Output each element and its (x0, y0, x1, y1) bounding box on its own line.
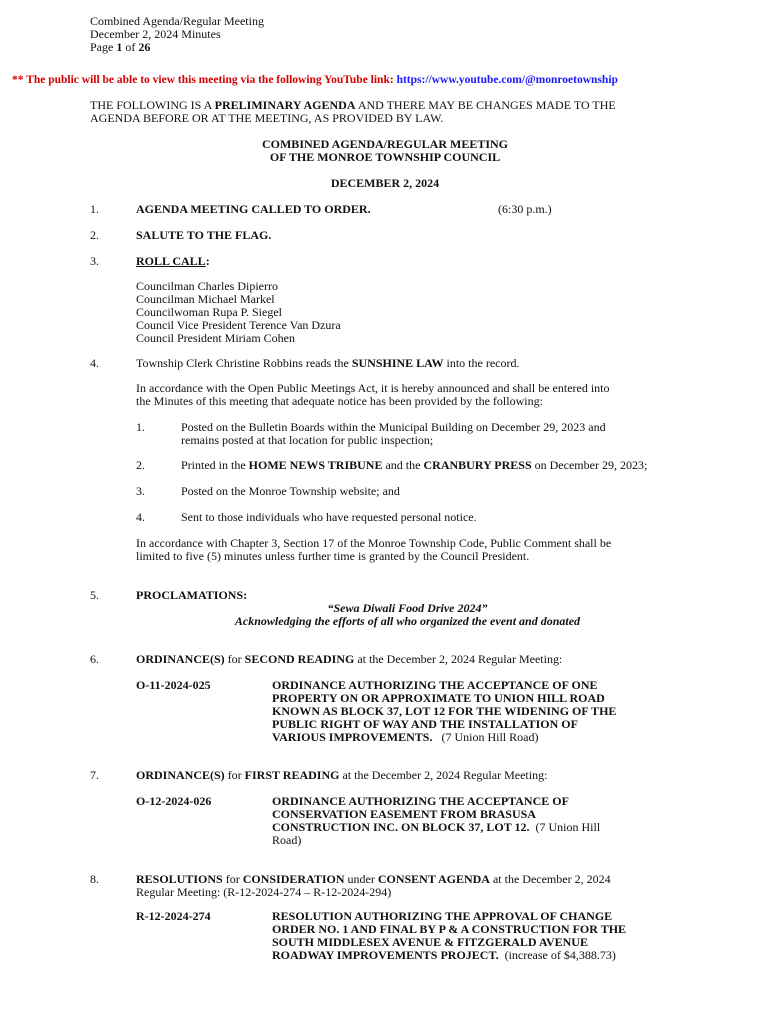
agenda-title-line1: COMBINED AGENDA/REGULAR MEETING (261, 137, 509, 151)
ordinance-code: O-11-2024-025 (136, 678, 211, 692)
header-date: December 2, 2024 Minutes (90, 27, 221, 41)
item-1-text: AGENDA MEETING CALLED TO ORDER. (136, 202, 371, 216)
item-8-text: RESOLUTIONS for CONSIDERATION under CONSENT AGENDA at the December 2, 2024 Regular Meeting: (R-12-2024-274 – R-12-2024-294) (136, 872, 611, 899)
preliminary-notice: THE FOLLOWING IS A PRELIMINARY AGENDA AND THERE MAY BE CHANGES MADE TO THE AGENDA BEFORE OR AT THE MEETING, AS PROVIDED BY LAW. (90, 98, 616, 125)
roll-call-member: Council Vice President Terence Van Dzura (136, 318, 341, 332)
agenda-date: DECEMBER 2, 2024 (330, 176, 440, 190)
roll-call-member: Council President Miriam Cohen (136, 331, 295, 345)
item-2-text: SALUTE TO THE FLAG. (136, 228, 272, 242)
header-title: Combined Agenda/Regular Meeting (90, 14, 264, 28)
ordinance-description: ORDINANCE AUTHORIZING THE ACCEPTANCE OF ONE PROPERTY ON OR APPROXIMATE TO UNION HILL ROAD KNOWN AS BLOCK 37, LOT 12 FOR THE WIDENING OF THE PUBLIC RIGHT OF WAY AND THE INSTALLATION OF VARIOUS IMPROVEMENTS. (7 Union Hill Road) (272, 678, 617, 744)
item-5-number: 5. (90, 588, 99, 602)
roll-call-member: Councilman Michael Markel (136, 292, 275, 306)
item-4-number: 4. (90, 356, 99, 370)
page-number: 1 (116, 40, 123, 54)
chapter-paragraph: In accordance with Chapter 3, Section 17 of the Monroe Township Code, Public Comment shall be limited to five (5) minutes unless further time is granted by the Council President. (136, 536, 612, 563)
page-total: 26 (138, 40, 151, 54)
page-indicator: Page 1 of 26 (90, 40, 151, 54)
item-3-number: 3. (90, 254, 99, 268)
proclamation-subtitle: Acknowledging the efforts of all who organized the event and donated (234, 614, 581, 628)
opma-paragraph: In accordance with the Open Public Meetings Act, it is hereby announced and shall be entered into the Minutes of this meeting that adequate notice has been provided by the following: (136, 381, 610, 408)
youtube-link[interactable]: https://www.youtube.com/@monroetownship (396, 74, 618, 86)
agenda-title-line2: OF THE MONROE TOWNSHIP COUNCIL (269, 150, 501, 164)
roll-call-member: Councilman Charles Dipierro (136, 279, 278, 293)
notice-3-text: Posted on the Monroe Township website; and (181, 484, 400, 498)
ordinance-description: ORDINANCE AUTHORIZING THE ACCEPTANCE OF CONSERVATION EASEMENT FROM BRASUSA CONSTRUCTION INC. ON BLOCK 37, LOT 12. (7 Union Hill Road) (272, 794, 601, 847)
item-8-number: 8. (90, 872, 99, 886)
notice-4-text: Sent to those individuals who have requested personal notice. (181, 510, 477, 524)
notice-1-text: Posted on the Bulletin Boards within the Municipal Building on December 29, 2023 and remains posted at that location for public inspection; (181, 420, 606, 447)
item-1-number: 1. (90, 202, 99, 216)
item-2-number: 2. (90, 228, 99, 242)
notice-4-number: 4. (136, 510, 145, 524)
resolution-code: R-12-2024-274 (136, 909, 211, 923)
ordinance-code: O-12-2024-026 (136, 794, 212, 808)
item-7-number: 7. (90, 768, 99, 782)
item-1-time: (6:30 p.m.) (498, 202, 552, 216)
roll-call-list (136, 280, 341, 345)
item-3-text: ROLL CALL: (136, 254, 210, 268)
notice-1-number: 1. (136, 420, 145, 434)
item-5-text: PROCLAMATIONS: (136, 588, 248, 602)
item-6-text: ORDINANCE(S) for SECOND READING at the December 2, 2024 Regular Meeting: (136, 652, 563, 666)
item-7-text: ORDINANCE(S) for FIRST READING at the December 2, 2024 Regular Meeting: (136, 768, 548, 782)
youtube-notice: ** The public will be able to view this meeting via the following YouTube link: https://www.youtube.com/@monroetownship (12, 74, 618, 86)
notice-2-text: Printed in the HOME NEWS TRIBUNE and the CRANBURY PRESS on December 29, 2023; (181, 458, 648, 472)
notice-3-number: 3. (136, 484, 145, 498)
resolution-description: RESOLUTION AUTHORIZING THE APPROVAL OF CHANGE ORDER NO. 1 AND FINAL BY P & A CONSTRUCTION FOR THE SOUTH MIDDLESEX AVENUE & FITZGERALD AVENUE ROADWAY IMPROVEMENTS PROJECT. (increase of $4,388.73) (272, 909, 627, 962)
item-4-text: Township Clerk Christine Robbins reads the SUNSHINE LAW into the record. (136, 356, 520, 370)
roll-call-member: Councilwoman Rupa P. Siegel (136, 305, 282, 319)
document-header (90, 15, 264, 54)
notice-2-number: 2. (136, 458, 145, 472)
item-6-number: 6. (90, 652, 99, 666)
proclamation-title: “Sewa Diwali Food Drive 2024” (327, 601, 488, 615)
